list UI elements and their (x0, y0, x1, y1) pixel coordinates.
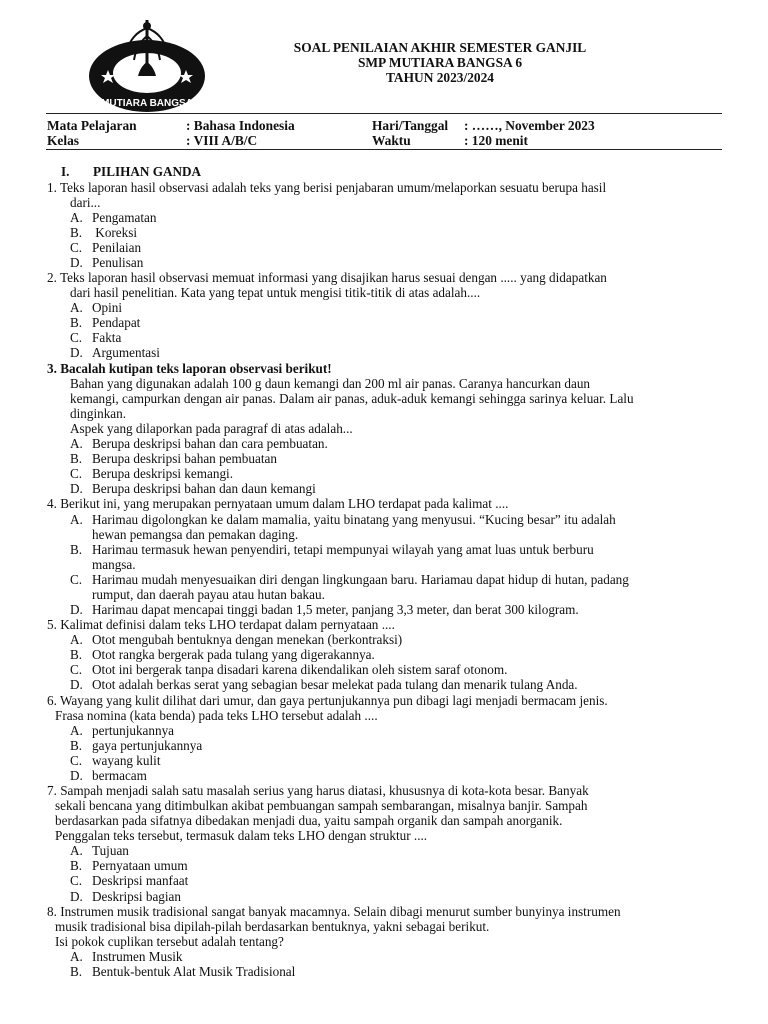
q3-passage-3: dinginkan. (70, 406, 127, 421)
q8-question: Isi pokok cuplikan tersebut adalah tentang? (55, 934, 284, 949)
section-title: PILIHAN GANDA (93, 164, 202, 179)
q2-option-d: D. Argumentasi (70, 345, 160, 360)
header-school: SMP MUTIARA BANGSA 6 (357, 55, 523, 70)
q3-option-a: A. Berupa deskripsi bahan dan cara pembuatan. (70, 436, 328, 451)
q5-option-c: C. Otot ini bergerak tanpa disadari karena dikendalikan oleh sistem saraf otonom. (70, 662, 508, 677)
q4-option-b: B. Harimau termasuk hewan penyendiri, tetapi mempunyai wilayah yang amat luas untuk berburu (70, 542, 594, 557)
subject-label: Mata Pelajaran (47, 118, 137, 133)
q6-text: 6. Wayang yang kulit dilihat dari umur, dan gaya pertunjukannya pun dibagi lagi menjadi bermacam jenis. (47, 693, 608, 708)
q5-option-d: D. Otot adalah berkas serat yang sebagian besar melekat pada tulang dan menarik tulang Anda. (70, 677, 578, 692)
q5-option-a: A. Otot mengubah bentuknya dengan menekan (berkontraksi) (70, 632, 403, 647)
logo-text: MUTIARA BANGSA (101, 98, 193, 109)
q6-option-c: C. wayang kulit (70, 753, 161, 768)
q3-option-d: D. Berupa deskripsi bahan dan daun kemangi (70, 481, 316, 496)
header-year: TAHUN 2023/2024 (386, 70, 494, 85)
q7-option-d: D. Deskripsi bagian (70, 889, 181, 904)
q6-option-b: B. gaya pertunjukannya (70, 738, 203, 753)
q7-option-c: C. Deskripsi manfaat (70, 873, 189, 888)
q2-option-a: A. Opini (70, 300, 123, 315)
q7-question: Penggalan teks tersebut, termasuk dalam teks LHO dengan struktur .... (55, 828, 428, 843)
q1-option-d: D. Penulisan (70, 255, 144, 270)
time-label: Waktu (372, 133, 411, 148)
q1-option-a: A. Pengamatan (70, 210, 157, 225)
q8-option-b: B. Bentuk-bentuk Alat Musik Tradisional (70, 964, 296, 979)
class-label: Kelas (47, 133, 79, 148)
header-rule-top (46, 113, 722, 114)
q4-option-c: C. Harimau mudah menyesuaikan diri dengan lingkungaan baru. Hariamau dapat hidup di hutan, padang (70, 572, 629, 587)
q5-text: 5. Kalimat definisi dalam teks LHO terdapat dalam pernyataan .... (47, 617, 395, 632)
q7-option-a: A. Tujuan (70, 843, 129, 858)
time-value: : 120 menit (464, 133, 528, 148)
q1-option-b: B. Koreksi (70, 225, 138, 240)
q5-option-b: B. Otot rangka bergerak pada tulang yang digerakannya. (70, 647, 375, 662)
q4-option-a-cont: hewan pemangsa dan pemakan daging. (92, 527, 299, 542)
q1-option-c: C. Penilaian (70, 240, 142, 255)
header-rule-bottom (46, 149, 722, 150)
q7-text-3: berdasarkan pada sifatnya dibedakan menjadi dua, yaitu sampah organik dan sampah anorganik. (55, 813, 563, 828)
q7-option-b: B. Pernyataan umum (70, 858, 188, 873)
q4-option-b-cont: mangsa. (92, 557, 136, 572)
school-emblem-icon (86, 18, 208, 118)
q1-text: 1. Teks laporan hasil observasi adalah teks yang berisi penjabaran umum/melaporkan sesuatu berupa hasil (47, 180, 607, 195)
q2-text: 2. Teks laporan hasil observasi memuat informasi yang disajikan harus sesuai dengan ..... yang didapatkan (47, 270, 607, 285)
q4-option-a: A. Harimau digolongkan ke dalam mamalia, yaitu binatang yang menyusui. “Kucing besar” itu adalah (70, 512, 616, 527)
q3-instruction: 3. Bacalah kutipan teks laporan observasi berikut! (47, 361, 332, 376)
q6-text-2: Frasa nomina (kata benda) pada teks LHO tersebut adalah .... (55, 708, 378, 723)
q2-option-c: C. Fakta (70, 330, 122, 345)
q6-option-a: A. pertunjukannya (70, 723, 175, 738)
date-label: Hari/Tanggal (372, 118, 449, 133)
q3-passage-1: Bahan yang digunakan adalah 100 g daun kemangi dan 200 ml air panas. Caranya hancurkan daun (70, 376, 591, 391)
q8-option-a: A. Instrumen Musik (70, 949, 183, 964)
q7-text: 7. Sampah menjadi salah satu masalah serius yang harus diatasi, khususnya di kota-kota besar. Banyak (47, 783, 589, 798)
q4-option-d: D. Harimau dapat mencapai tinggi badan 1,5 meter, panjang 3,3 meter, dan berat 300 kilogram. (70, 602, 579, 617)
q7-text-2: sekali bencana yang ditimbulkan akibat pembuangan sampah sembarangan, misalnya banjir. Sampah (55, 798, 588, 813)
q3-passage-2: kemangi, campurkan dengan air panas. Dalam air panas, aduk-aduk kemangi sehingga sarinya keluar. Lalu (70, 391, 634, 406)
q2-option-b: B. Pendapat (70, 315, 141, 330)
q8-text-2: musik tradisional bisa dipilah-pilah berdasarkan bentuknya, yakni sebagai berikut. (55, 919, 490, 934)
q2-text-2: dari hasil penelitian. Kata yang tepat untuk mengisi titik-titik di atas adalah.... (70, 285, 481, 300)
class-value: : VIII A/B/C (186, 133, 258, 148)
header-title: SOAL PENILAIAN AKHIR SEMESTER GANJIL (293, 40, 587, 55)
q8-text: 8. Instrumen musik tradisional sangat banyak macamnya. Selain dibagi menurut sumber bunyinya instrumen (47, 904, 621, 919)
date-value: : ……, November 2023 (464, 118, 595, 133)
q3-option-b: B. Berupa deskripsi bahan pembuatan (70, 451, 277, 466)
q6-option-d: D. bermacam (70, 768, 147, 783)
subject-value: : Bahasa Indonesia (186, 118, 295, 133)
q3-question: Aspek yang dilaporkan pada paragraf di atas adalah... (70, 421, 353, 436)
q3-option-c: C. Berupa deskripsi kemangi. (70, 466, 233, 481)
q4-text: 4. Berikut ini, yang merupakan pernyataan umum dalam LHO terdapat pada kalimat .... (47, 496, 509, 511)
q4-option-c-cont: rumput, dan daerah payau atau hutan bakau. (92, 587, 325, 602)
section-number: I. (61, 164, 70, 179)
q1-text-2: dari... (70, 195, 101, 210)
